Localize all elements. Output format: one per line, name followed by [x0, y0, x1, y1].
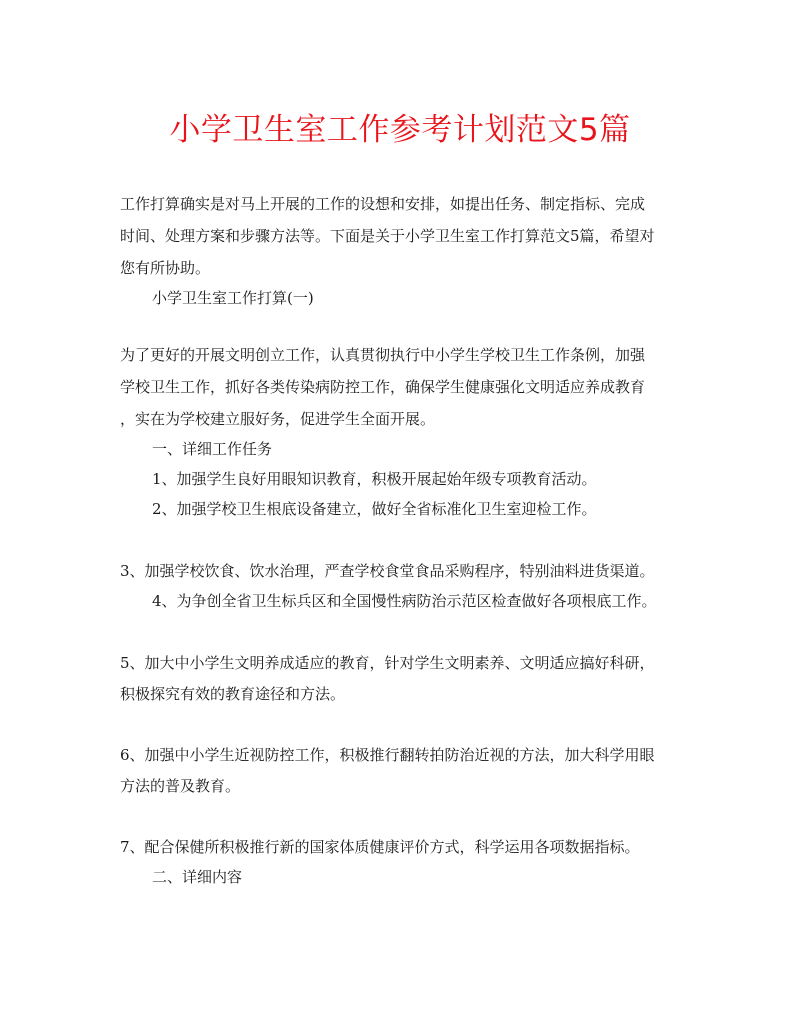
subheading-tasks: 一、详细工作任务 — [152, 440, 273, 458]
paragraph-line-2: 学校卫生工作，抓好各类传染病防控工作，确保学生健康强化文明适应养成教育 — [120, 378, 646, 396]
paragraph-line-1: 为了更好的开展文明创立工作，认真贯彻执行中小学生学校卫生工作条例，加强 — [120, 346, 646, 364]
task-item-1: 1、加强学生良好用眼知识教育，积极开展起始年级专项教育活动。 — [152, 470, 597, 488]
task-item-6-line-2: 方法的普及教育。 — [120, 777, 241, 795]
document-title: 小学卫生室工作参考计划范文5篇 — [169, 112, 631, 148]
task-item-3: 3、加强学校饮食、饮水治理，严查学校食堂食品采购程序，特别油料进货渠道。 — [120, 562, 655, 580]
intro-line-3: 您有所协助。 — [120, 259, 211, 277]
task-item-7: 7、配合保健所积极推行新的国家体质健康评价方式，科学运用各项数据指标。 — [120, 838, 640, 856]
task-item-5-line-2: 积极探究有效的教育途径和方法。 — [120, 685, 346, 703]
intro-line-2: 时间、处理方案和步骤方法等。下面是关于小学卫生室工作打算范文5篇，希望对 — [120, 227, 655, 245]
task-item-6-line-1: 6、加强中小学生近视防控工作，积极推行翻转拍防治近视的方法，加大科学用眼 — [120, 746, 655, 764]
task-item-5-line-1: 5、加大中小学生文明养成适应的教育，针对学生文明素养、文明适应搞好科研， — [120, 654, 655, 672]
section-heading-plan-1: 小学卫生室工作打算(一) — [152, 289, 314, 307]
paragraph-line-3: ，实在为学校建立服好务，促进学生全面开展。 — [120, 410, 436, 428]
intro-line-1: 工作打算确实是对马上开展的工作的设想和安排，如提出任务、制定指标、完成 — [120, 195, 646, 213]
task-item-2: 2、加强学校卫生根底设备建立，做好全省标准化卫生室迎检工作。 — [152, 500, 597, 518]
task-item-4: 4、为争创全省卫生标兵区和全国慢性病防治示范区检查做好各项根底工作。 — [152, 592, 657, 610]
subheading-contents: 二、详细内容 — [152, 868, 243, 886]
